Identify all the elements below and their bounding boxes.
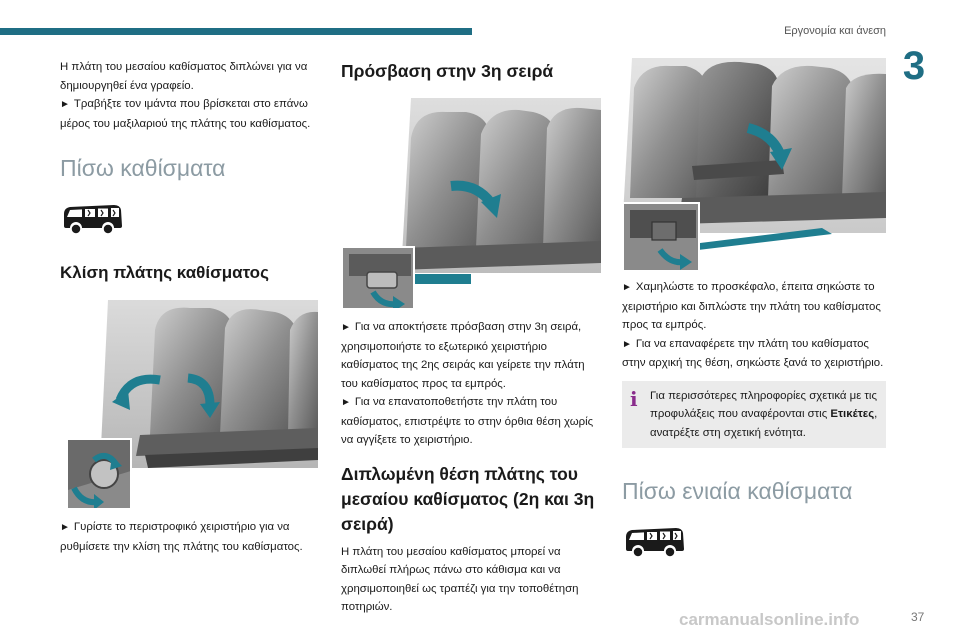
page-number: 37 <box>911 610 925 624</box>
intro-paragraph: Η πλάτη του μεσαίου καθίσματος διπλώνει για να δημιουργηθεί ένα γραφείο. <box>60 61 308 92</box>
folded-position-title: Διπλωμένη θέση πλάτης του μεσαίου καθίσματος (2η και 3η σειρά) <box>341 463 595 534</box>
outer-control-inset <box>341 246 415 310</box>
recline-caption <box>60 518 320 556</box>
third-row-step1 <box>341 318 601 393</box>
column-2 <box>341 58 601 617</box>
lower-headrest-text: Χαμηλώστε το προσκέφαλο, έπειτα σηκώστε το χειριστήριο και διπλώστε την πλάτη του καθίσματος προς τα εμπρός. <box>622 281 881 331</box>
restore-text: Για να επαναφέρετε την πλάτη του καθίσματος στην αρχική της θέση, σηκώστε ξανά το χειριστήριο. <box>622 337 884 369</box>
restore-step <box>622 335 886 373</box>
lower-headrest-step <box>622 278 886 335</box>
info-icon: i <box>630 386 638 411</box>
lever-inset <box>622 202 700 272</box>
van-icon <box>622 525 686 559</box>
step-paragraph <box>60 95 320 133</box>
bench-seats-title: Πίσω ενιαία καθίσματα <box>622 478 853 504</box>
third-row-step2 <box>341 393 601 450</box>
subsection-title: Κλίση πλάτης καθίσματος <box>60 263 269 282</box>
play-arrow-icon: ► <box>341 322 351 333</box>
chapter-number: 3 <box>902 44 926 88</box>
column-3 <box>622 58 886 559</box>
info-text: Για περισσότερες πληροφορίες σχετικά με τις προφυλάξεις που αναφέρονται στις Ετικέτες, ανατρέξτε στη σχετική ενότητα. <box>650 389 878 439</box>
third-row-step1-text: Για να αποκτήσετε πρόσβαση στην 3η σειρά, χρησιμοποιήστε το εξωτερικό χειριστήριο καθίσματος της 2ης σειράς και γείρετε την πλάτη του καθίσματος προς τα εμπρός. <box>341 321 585 390</box>
third-row-title: Πρόσβαση στην 3η σειρά <box>341 61 554 81</box>
van-icon <box>60 202 124 236</box>
play-arrow-icon: ► <box>60 99 70 110</box>
recline-caption-text: Γυρίστε το περιστροφικό χειριστήριο για να ρυθμίσετε την κλίση της πλάτης του καθίσματος. <box>60 521 303 553</box>
seat-recline-figure <box>60 300 318 510</box>
chapter-title: Εργονομία και άνεση <box>784 25 886 37</box>
section-title: Πίσω καθίσματα <box>60 155 226 181</box>
control-knob-inset <box>66 438 132 510</box>
watermark: carmanualsonline.info <box>679 610 860 629</box>
header-accent-bar <box>0 28 472 35</box>
third-row-access-figure <box>341 98 601 310</box>
labels-link[interactable]: Ετικέτες <box>830 408 875 420</box>
play-arrow-icon: ► <box>60 522 70 533</box>
play-arrow-icon: ► <box>622 282 632 293</box>
third-row-step2-text: Για να επανατοποθετήστε την πλάτη του καθίσματος, επιστρέψτε το στην όρθια θέση χωρίς να αγγίξετε το χειριστήριο. <box>341 396 594 446</box>
play-arrow-icon: ► <box>622 338 632 350</box>
play-arrow-icon: ► <box>341 397 351 408</box>
column-1 <box>60 58 320 556</box>
folded-table-figure <box>622 58 886 272</box>
step-text: Τραβήξτε τον ιμάντα που βρίσκεται στο επάνω μέρος του μαξιλαριού της πλάτης του καθίσματος. <box>60 98 311 130</box>
folded-position-body: Η πλάτη του μεσαίου καθίσματος μπορεί να διπλωθεί πλήρως πάνω στο κάθισμα και να χρησιμοποιηθεί ως τραπέζι για την τοποθέτηση ποτηριών. <box>341 545 579 613</box>
info-box <box>622 381 886 449</box>
